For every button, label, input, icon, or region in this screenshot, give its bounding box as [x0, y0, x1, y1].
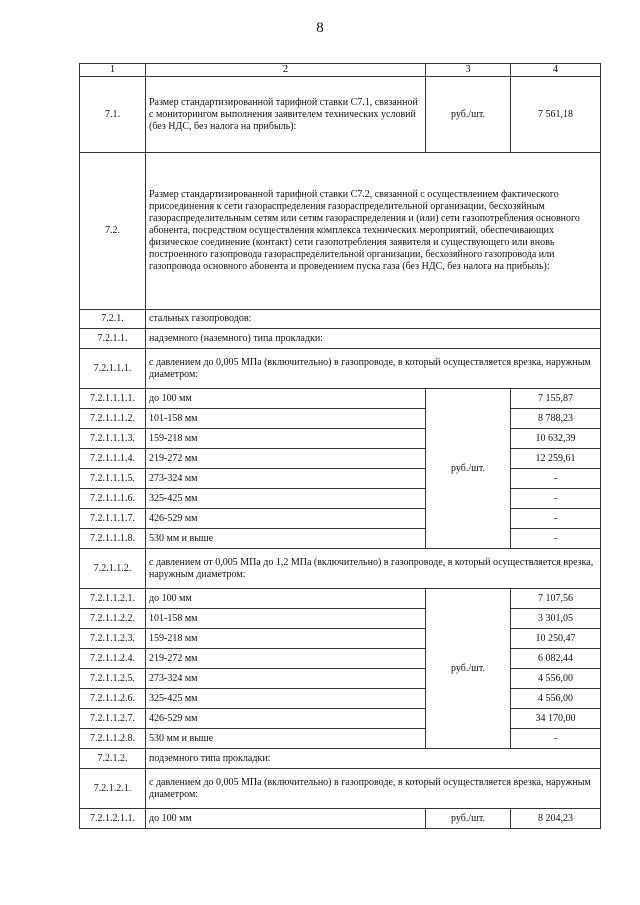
table-row: [80, 609, 601, 629]
row-number: 7.2.1.2.1.1.: [80, 809, 146, 829]
row-number: 7.2.1.1.1.4.: [80, 449, 146, 469]
row-value: -: [511, 729, 601, 749]
header-cell: 2: [146, 64, 426, 77]
row-value: -: [511, 489, 601, 509]
row-description: с давлением до 0,005 МПа (включительно) в газопроводе, в который осуществляется врезка, наружным диаметром:: [146, 769, 601, 809]
row-value: 6 082,44: [511, 649, 601, 669]
row-number: 7.2.1.2.: [80, 749, 146, 769]
row-number: 7.2.1.1.2.2.: [80, 609, 146, 629]
row-value: 7 561,18: [511, 77, 601, 153]
row-unit: руб./шт.: [426, 389, 511, 549]
table-row: [80, 429, 601, 449]
table-row: [80, 349, 601, 389]
row-description: 325-425 мм: [146, 489, 426, 509]
table-header-row: [80, 64, 601, 77]
row-number: 7.2.1.2.1.: [80, 769, 146, 809]
row-number: 7.2.1.: [80, 310, 146, 329]
row-number: 7.2.1.1.1.7.: [80, 509, 146, 529]
table-row: [80, 709, 601, 729]
row-description: 159-218 мм: [146, 429, 426, 449]
row-description: 101-158 мм: [146, 609, 426, 629]
row-number: 7.2.1.1.1.: [80, 349, 146, 389]
row-value: -: [511, 469, 601, 489]
row-value: 7 107,56: [511, 589, 601, 609]
row-description: 530 мм и выше: [146, 729, 426, 749]
table-row: [80, 689, 601, 709]
row-description: до 100 мм: [146, 389, 426, 409]
table-row: [80, 809, 601, 829]
table-row: [80, 389, 601, 409]
row-value: 4 556,00: [511, 689, 601, 709]
row-description: надземного (наземного) типа прокладки:: [146, 329, 601, 349]
header-cell: 1: [80, 64, 146, 77]
row-number: 7.2.1.1.2.5.: [80, 669, 146, 689]
table-row: [80, 409, 601, 429]
row-number: 7.2.1.1.2.4.: [80, 649, 146, 669]
table-row: [80, 449, 601, 469]
row-unit: руб./шт.: [426, 809, 511, 829]
row-description: 273-324 мм: [146, 669, 426, 689]
row-number: 7.2.1.1.1.5.: [80, 469, 146, 489]
row-value: -: [511, 509, 601, 529]
row-description: 219-272 мм: [146, 449, 426, 469]
table-row: [80, 489, 601, 509]
row-value: 3 301,05: [511, 609, 601, 629]
row-number: 7.2.1.1.2.6.: [80, 689, 146, 709]
table-row: [80, 310, 601, 329]
row-description: Размер стандартизированной тарифной ставки С7.2, связанной с осуществлением фактического присоединения к сети газораспределения газораспределительной организации, бесхозяйным газораспределительным сетям или сетям газораспределения и (или) сети газопотребления основного абонента, посредством осуществления комплекса технических мероприятий, обеспечивающих физическое соединение (контакт) сети газопотребления заявителя и существующего или вновь построенного газопровода газораспределительной организации, бесхозяйного газопровода или газопровода основного абонента и проведением пуска газа (без НДС, без налога на прибыль):: [146, 153, 601, 310]
row-number: 7.2.1.1.1.3.: [80, 429, 146, 449]
header-cell: 4: [511, 64, 601, 77]
table-row: [80, 153, 601, 310]
table-row: [80, 669, 601, 689]
table-row: [80, 329, 601, 349]
row-unit: руб./шт.: [426, 77, 511, 153]
row-description: подземного типа прокладки:: [146, 749, 601, 769]
row-value: 8 788,23: [511, 409, 601, 429]
row-number: 7.2.1.1.: [80, 329, 146, 349]
row-description: с давлением от 0,005 МПа до 1,2 МПа (включительно) в газопроводе, в который осуществляется врезка, наружным диаметром:: [146, 549, 601, 589]
table-row: [80, 769, 601, 809]
row-description: 325-425 мм: [146, 689, 426, 709]
row-description: с давлением до 0,005 МПа (включительно) в газопроводе, в который осуществляется врезка, наружным диаметром:: [146, 349, 601, 389]
row-value: -: [511, 529, 601, 549]
row-description: до 100 мм: [146, 589, 426, 609]
row-number: 7.2.1.1.1.2.: [80, 409, 146, 429]
table-row: [80, 529, 601, 549]
row-number: 7.2.1.1.1.1.: [80, 389, 146, 409]
row-value: 10 632,39: [511, 429, 601, 449]
row-number: 7.2.1.1.1.8.: [80, 529, 146, 549]
tariff-table: [79, 63, 601, 829]
row-number: 7.2.1.1.2.3.: [80, 629, 146, 649]
row-number: 7.2.1.1.1.6.: [80, 489, 146, 509]
row-value: 4 556,00: [511, 669, 601, 689]
table-row: [80, 469, 601, 489]
header-cell: 3: [426, 64, 511, 77]
page-number: 8: [316, 20, 324, 36]
row-description: Размер стандартизированной тарифной ставки С7.1, связанной с мониторингом выполнения заявителем технических условий (без НДС, без налога на прибыль):: [146, 77, 426, 153]
table-row: [80, 649, 601, 669]
row-description: 426-529 мм: [146, 709, 426, 729]
row-description: 426-529 мм: [146, 509, 426, 529]
row-value: 7 155,87: [511, 389, 601, 409]
table-row: [80, 509, 601, 529]
table-row: [80, 629, 601, 649]
row-description: стальных газопроводов:: [146, 310, 601, 329]
row-description: 530 мм и выше: [146, 529, 426, 549]
row-description: 219-272 мм: [146, 649, 426, 669]
row-description: 101-158 мм: [146, 409, 426, 429]
row-value: 34 170,00: [511, 709, 601, 729]
table-row: [80, 589, 601, 609]
row-description: 273-324 мм: [146, 469, 426, 489]
row-unit: руб./шт.: [426, 589, 511, 749]
row-value: 12 259,61: [511, 449, 601, 469]
row-value: 10 250,47: [511, 629, 601, 649]
row-value: 8 204,23: [511, 809, 601, 829]
row-number: 7.2.1.1.2.8.: [80, 729, 146, 749]
table-row: [80, 749, 601, 769]
row-number: 7.2.1.1.2.1.: [80, 589, 146, 609]
table-row: [80, 549, 601, 589]
row-number: 7.2.1.1.2.7.: [80, 709, 146, 729]
row-description: 159-218 мм: [146, 629, 426, 649]
row-description: до 100 мм: [146, 809, 426, 829]
row-number: 7.2.: [80, 153, 146, 310]
row-number: 7.2.1.1.2.: [80, 549, 146, 589]
table-row: [80, 77, 601, 153]
row-number: 7.1.: [80, 77, 146, 153]
table-row: [80, 729, 601, 749]
